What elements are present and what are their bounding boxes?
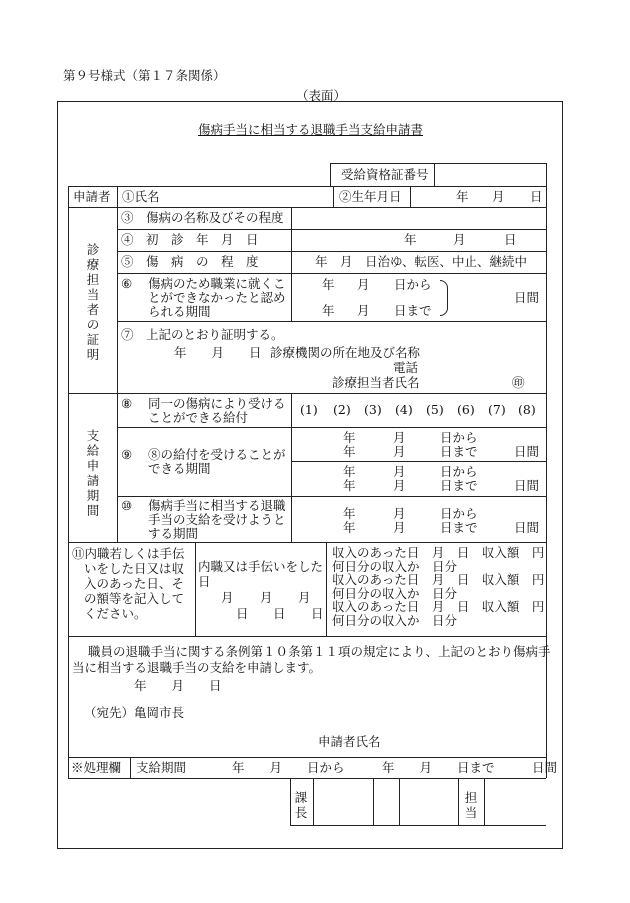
income-record-1-days: 何日分の収入か 日分 <box>332 558 458 574</box>
row9-number: ⑨ <box>121 447 133 462</box>
birth-month-unit: 月 <box>492 189 505 204</box>
row9b-until-month-unit: 月 <box>393 478 406 493</box>
applicant-name-field[interactable] <box>392 732 542 752</box>
first-visit-year-unit: 年 <box>404 232 417 247</box>
name-label: ①氏名 <box>122 189 160 204</box>
row6-brace <box>440 280 448 316</box>
row9a-from-label: 日から <box>440 430 478 445</box>
payment-period-label: 支給期間 <box>136 760 187 775</box>
side-work-month-3: 月 <box>298 590 311 605</box>
row8-number: ⑧ <box>121 396 133 411</box>
row10-from-label: 日から <box>440 506 478 521</box>
income-record-1-date-amount: 収入のあった日 月 日 収入額 円 <box>332 545 545 560</box>
cert-number-field[interactable] <box>436 165 544 184</box>
row9b-from-month-unit: 月 <box>393 464 406 479</box>
benefit-option-3[interactable]: (3) <box>364 402 382 417</box>
disease-name-label: ③ 傷病の名称及びその程度 <box>121 210 284 225</box>
form-side-label: （表面） <box>296 88 347 103</box>
side-work-month-1: 月 <box>221 590 234 605</box>
clinic-phone-label: 電話 <box>393 360 419 375</box>
disease-name-field[interactable] <box>293 209 544 228</box>
benefit-option-4[interactable]: (4) <box>395 402 413 417</box>
applicant-name-label: 申請者氏名 <box>318 734 381 749</box>
benefit-option-2[interactable]: (2) <box>333 402 351 417</box>
row9a-from-month-unit: 月 <box>393 430 406 445</box>
row9b-from-label: 日から <box>440 464 478 479</box>
side-work-month-2: 月 <box>260 590 273 605</box>
blank-stamp-box[interactable] <box>374 779 398 824</box>
staff-stamp-box[interactable] <box>485 779 545 824</box>
row9a-days-label: 日間 <box>514 444 540 459</box>
name-field[interactable] <box>168 188 330 206</box>
payment-period-text: 年 月 日から 年 月 日まで 日間 <box>232 760 558 775</box>
row6-until-year-unit: 年 <box>322 303 335 318</box>
birth-date-label: ②生年月日 <box>339 189 402 204</box>
disease-status-options: 年 月 日治ゆ、転医、中止、継続中 <box>315 254 528 269</box>
row6-number: ⑥ <box>121 276 133 291</box>
benefit-option-7[interactable]: (7) <box>488 402 506 417</box>
clinic-address-name-label: 診療機関の所在地及び名称 <box>270 345 421 360</box>
benefit-period-section-label: 支 給 申 請 期 間 <box>86 428 100 518</box>
side-work-instructions: ⑪内職若しくは手伝 いをした日又は収 入のあった日、そ の額等を記入して ください。 <box>72 546 185 621</box>
row6-until-label: 日まで <box>394 303 432 318</box>
row10-until-year-unit: 年 <box>343 520 356 535</box>
processing-label: ※処理欄 <box>71 760 122 775</box>
income-record-2-date-amount: 収入のあった日 月 日 収入額 円 <box>332 572 545 587</box>
requested-period-label: 傷病手当に相当する退職 手当の支給を受けようと する期間 <box>148 498 286 541</box>
staff-label: 担 当 <box>464 790 478 820</box>
row6-days-label: 日間 <box>514 290 540 305</box>
doctor-name-label: 診療担当者氏名 <box>332 375 420 390</box>
blank-stamp-box-2[interactable] <box>400 779 457 824</box>
birth-day-unit: 日 <box>530 189 543 204</box>
row9a-until-month-unit: 月 <box>393 444 406 459</box>
certification-date: 年 月 日 <box>174 345 262 360</box>
form-number: 第９号様式（第１７条関係） <box>63 68 226 83</box>
doctor-certification-section-label: 診 療 担 当 者 の 証 明 <box>86 242 100 362</box>
birth-year-unit: 年 <box>456 189 469 204</box>
row6-from-year-unit: 年 <box>322 277 335 292</box>
row6-from-label: 日から <box>394 277 432 292</box>
row10-from-year-unit: 年 <box>343 506 356 521</box>
applicant-label: 申請者 <box>73 189 111 204</box>
section-chief-label: 課 長 <box>294 790 308 820</box>
unable-to-work-period-label: 傷病のため職業に就くこ とができなかったと認め られる期間 <box>148 276 286 319</box>
row9b-from-year-unit: 年 <box>343 464 356 479</box>
row10-days-label: 日間 <box>514 520 540 535</box>
first-visit-month-unit: 月 <box>453 232 466 247</box>
income-record-2-days: 何日分の収入か 日分 <box>332 585 458 601</box>
declaration-line-2: 当に相当する退職手当の支給を申請します。 <box>72 660 322 675</box>
row9b-until-year-unit: 年 <box>343 478 356 493</box>
side-work-day-3: 日 <box>311 606 324 621</box>
income-record-3-days: 何日分の収入か 日分 <box>332 612 458 628</box>
income-records <box>332 546 544 627</box>
row6-until-month-unit: 月 <box>357 303 370 318</box>
first-visit-date-label: ④ 初 診 年 月 日 <box>121 232 259 247</box>
seal-mark: ㊞ <box>512 375 525 390</box>
side-work-date-label: 内職又は手伝いをした 日 <box>198 559 324 589</box>
addressee: （宛先）亀岡市長 <box>84 705 185 720</box>
row10-from-month-unit: 月 <box>393 506 406 521</box>
benefit-option-5[interactable]: (5) <box>426 402 444 417</box>
benefit-option-6[interactable]: (6) <box>457 402 475 417</box>
row9a-from-year-unit: 年 <box>343 430 356 445</box>
row9a-until-label: 日まで <box>440 444 478 459</box>
row9b-until-label: 日まで <box>440 478 478 493</box>
benefit-option-8[interactable]: (8) <box>518 402 536 417</box>
other-benefit-label: 同一の傷病により受ける ことができる給付 <box>148 396 286 425</box>
disease-status-label: ⑤ 傷 病 の 程 度 <box>121 254 259 269</box>
section-chief-stamp-box[interactable] <box>314 779 372 824</box>
side-work-day-2: 日 <box>273 606 286 621</box>
first-visit-day-unit: 日 <box>504 232 517 247</box>
declaration-line-1: 職員の退職手当に関する条例第１０条第１１項の規定により、上記のとおり傷病手 <box>88 644 551 659</box>
row9b-days-label: 日間 <box>514 478 540 493</box>
row10-number: ⑩ <box>121 498 133 513</box>
certification-statement: ⑦ 上記のとおり証明する。 <box>121 327 284 342</box>
declaration-date: 年 月 日 <box>134 678 222 693</box>
row9a-until-year-unit: 年 <box>343 444 356 459</box>
benefit-receivable-period-label: ⑧の給付を受けることが できる期間 <box>148 447 286 476</box>
income-record-3-date-amount: 収入のあった日 月 日 収入額 円 <box>332 599 545 614</box>
row10-until-month-unit: 月 <box>393 520 406 535</box>
benefit-option-1[interactable]: (1) <box>300 402 318 417</box>
row10-until-label: 日まで <box>440 520 478 535</box>
cert-number-label: 受給資格証番号 <box>341 167 429 182</box>
row6-from-month-unit: 月 <box>357 277 370 292</box>
form-title: 傷病手当に相当する退職手当支給申請書 <box>198 122 424 137</box>
side-work-day-1: 日 <box>236 606 249 621</box>
